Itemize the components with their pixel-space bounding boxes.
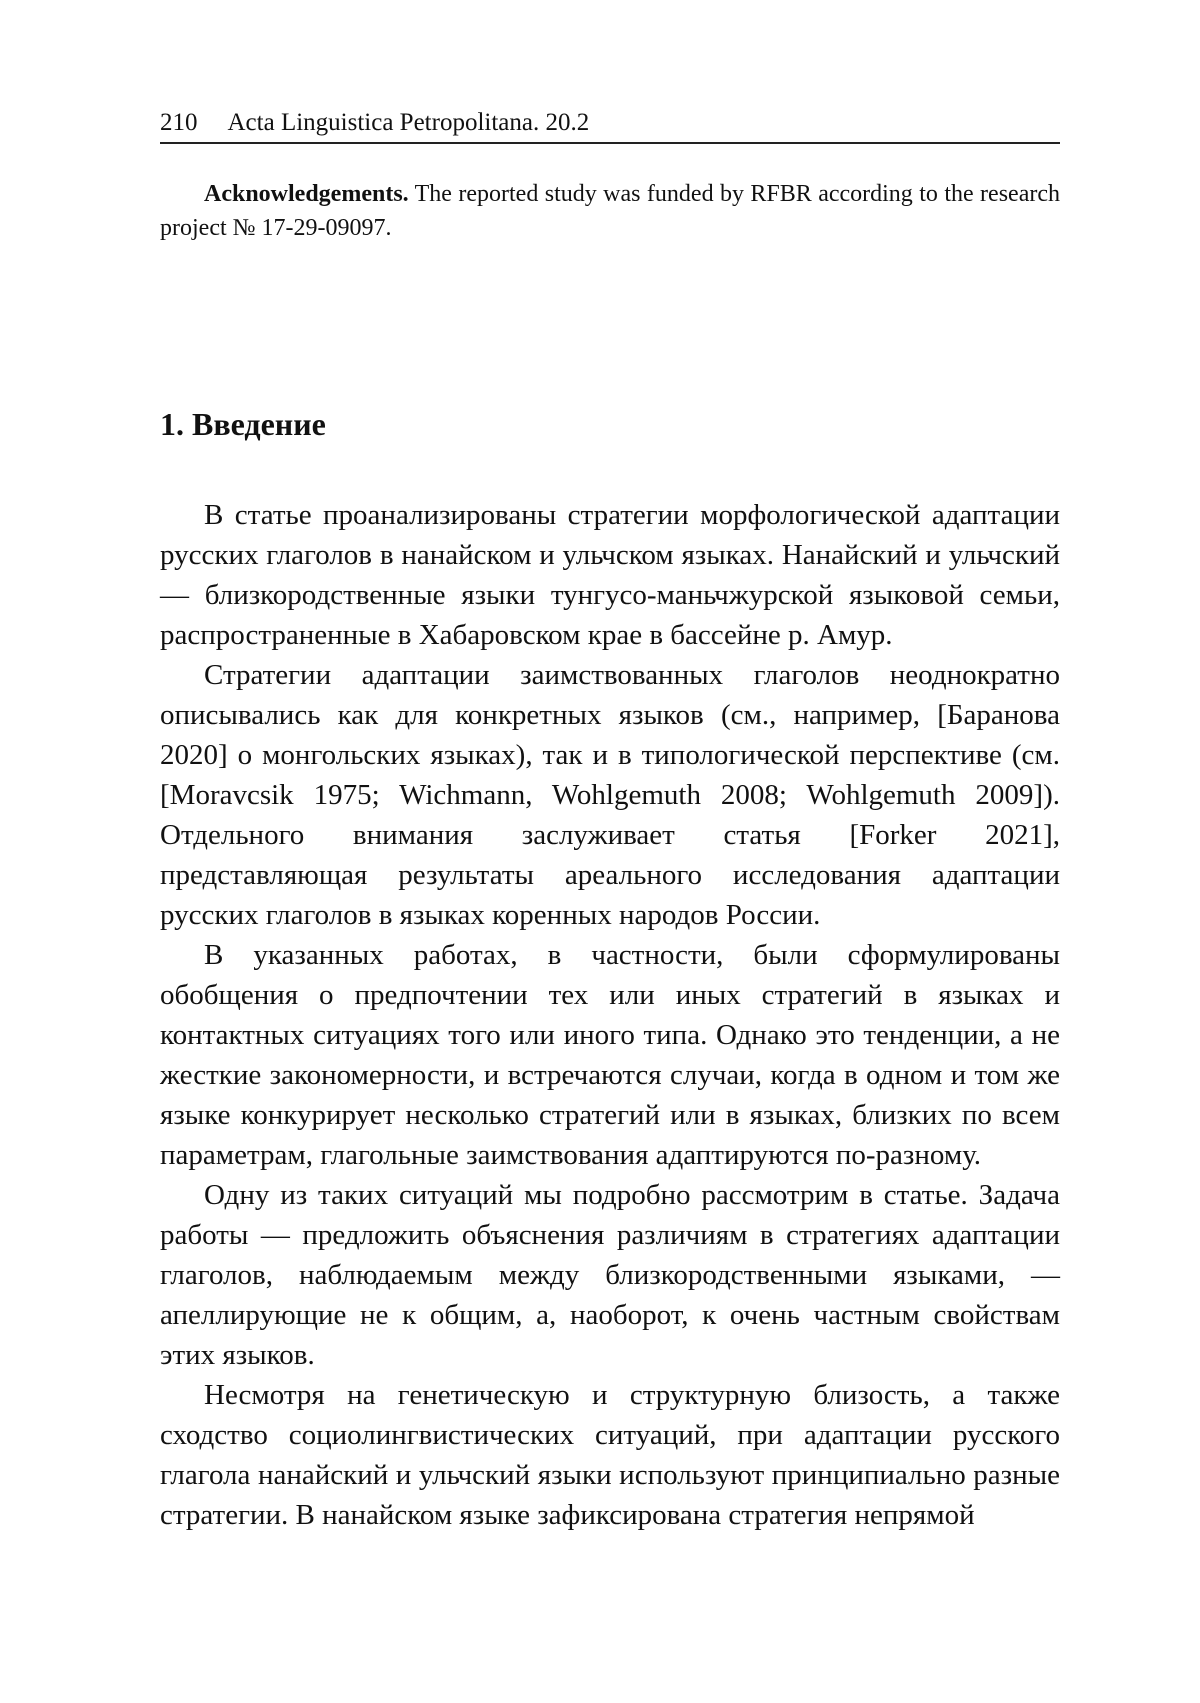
paragraph-3: В указанных работах, в частности, были сформулированы обобщения о предпочтении тех или иных стратегий в языках и контактных ситуациях того или иного типа. Однако это тенденции, а не жесткие закономерности, и встречаются случаи, когда в одном и том же языке конкурирует несколько стратегий или в языках, близких по всем параметрам, глагольные заимствования адаптируются по-разному. xyxy=(160,939,1060,1171)
section-heading: 1. Введение xyxy=(160,406,326,442)
acknowledgements-label: Acknowledgements. xyxy=(204,181,409,207)
acknowledgements-text: The reported study was funded by RFBR according to the research project № 17-29-09097. xyxy=(160,181,1060,241)
paragraph-1: В статье проанализированы стратегии морфологической адаптации русских глаголов в нанайском и ульчском языках. Нанайский и ульчский — близкородственные языки тунгусо-маньчжурской языковой семьи, распространенные в Хабаровском крае в бассейне р. Амур. xyxy=(160,499,1060,651)
running-header xyxy=(160,108,1060,144)
page-number: 210 xyxy=(160,109,198,136)
page xyxy=(160,108,1060,1535)
body-text xyxy=(160,495,1060,1535)
acknowledgements xyxy=(160,177,1060,245)
paragraph-5: Несмотря на генетическую и структурную близость, а также сходство социолингвистических ситуаций, при адаптации русского глагола нанайский и ульчский языки используют принципиально разные стратегии. В нанайском языке зафиксирована стратегия непрямой xyxy=(160,1379,1060,1531)
journal-title: Acta Linguistica Petropolitana. 20.2 xyxy=(227,109,590,136)
paragraph-2: Стратегии адаптации заимствованных глаголов неоднократно описывались как для конкретных языков (см., например, [Баранова 2020] о монгольских языках), так и в типологической перспективе (см. [Moravcsik 1975; Wichmann, Wohlgemuth 2008; Wohlgemuth 2009]). Отдельного внимания заслуживает статья [Forker 2021], представляющая результаты ареального исследования адаптации русских глаголов в языках коренных народов России. xyxy=(160,659,1060,931)
paragraph-4: Одну из таких ситуаций мы подробно рассмотрим в статье. Задача работы — предложить объяснения различиям в стратегиях адаптации глаголов, наблюдаемым между близкородственными языками, — апеллирующие не к общим, а, наоборот, к очень частным свойствам этих языков. xyxy=(160,1179,1060,1371)
